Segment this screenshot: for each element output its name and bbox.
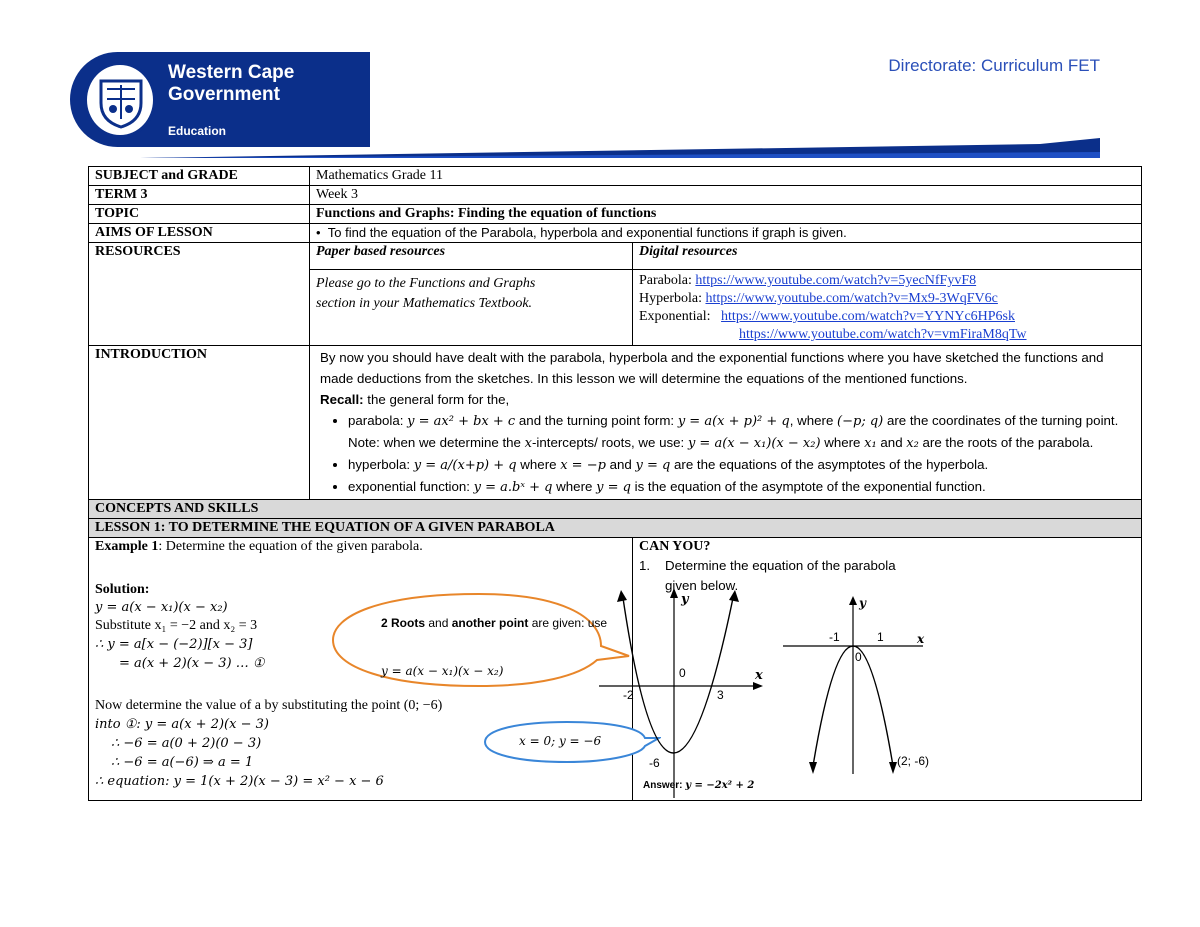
subject-value: Mathematics Grade 11 xyxy=(310,167,1142,186)
recall-bold: Recall: xyxy=(320,392,364,407)
link-exponential2-row xyxy=(639,326,1135,344)
solution-label: Solution: xyxy=(95,582,150,597)
digital-links xyxy=(633,270,1142,346)
can-you-cell xyxy=(633,538,1142,801)
bubble-orange-eq: y = a(x − x₁)(x − x₂) xyxy=(381,664,504,678)
sol-line-8: ∴ −6 = a(−6) ⇒ a = 1 xyxy=(111,755,254,770)
sol-line-7: ∴ −6 = a(0 + 2)(0 − 3) xyxy=(111,736,262,751)
concepts-heading: CONCEPTS AND SKILLS xyxy=(89,500,1142,519)
logo-line2: Government xyxy=(168,84,280,105)
graph1-origin: 0 xyxy=(679,666,686,680)
wcg-logo xyxy=(70,52,370,147)
graph1-x-label: x xyxy=(755,668,763,683)
bubble-blue-text: x = 0; y = −6 xyxy=(519,734,602,748)
row-topic xyxy=(89,205,1142,224)
row-term xyxy=(89,186,1142,205)
link-hyperbola-label: Hyperbola: xyxy=(639,291,706,306)
row-example xyxy=(89,538,1142,801)
answer-equation: y = −2x² + 2 xyxy=(685,780,755,791)
row-lesson1 xyxy=(89,519,1142,538)
lesson1-heading: LESSON 1: TO DETERMINE THE EQUATION OF A GIVEN PARABOLA xyxy=(89,519,1142,538)
graph2-root-left: -1 xyxy=(829,630,840,644)
digital-heading: Digital resources xyxy=(633,243,1142,270)
sol-line-9: ∴ equation: y = 1(x + 2)(x − 3) = x² − x − 6 xyxy=(95,774,384,789)
speech-bubble-orange xyxy=(329,586,639,696)
row-aims xyxy=(89,224,1142,243)
link-exponential-2[interactable]: https://www.youtube.com/watch?v=vmFiraM8qTw xyxy=(739,327,1027,342)
aims-cell xyxy=(310,224,1142,243)
term-label: TERM 3 xyxy=(89,186,310,205)
row-concepts xyxy=(89,500,1142,519)
topic-label: TOPIC xyxy=(89,205,310,224)
answer-label: Answer: xyxy=(643,780,686,791)
subject-label: SUBJECT and GRADE xyxy=(89,167,310,186)
aims-value: To find the equation of the Parabola, hyperbola and exponential functions if graph is given. xyxy=(327,225,847,240)
graph1-root-right: 3 xyxy=(717,688,724,702)
lesson-table xyxy=(88,166,1142,801)
link-hyperbola[interactable]: https://www.youtube.com/watch?v=Mx9-3WqFV6c xyxy=(705,291,998,306)
recall-rest: the general form for the, xyxy=(363,392,510,407)
graph1-root-left: -2 xyxy=(623,688,634,702)
graph2-origin: 0 xyxy=(855,650,862,664)
bullet-parabola: • parabola: y = ax² + bx + c and the turning point form: y = a(x + p)² + q, where (−p; q) are the coordinates of the turning point. Note: when we determine the x-intercepts/ roots, we use: y = a(x − x₁)(x − x₂) where x₁ and x₂ are the roots of the parabola. xyxy=(348,410,1135,454)
link-hyperbola-row xyxy=(639,290,1135,308)
link-exponential-label: Exponential: xyxy=(639,309,715,324)
resources-label: RESOURCES xyxy=(89,243,310,346)
parabola-graph-question xyxy=(783,596,933,776)
link-exponential-row xyxy=(639,308,1135,326)
link-parabola-row xyxy=(639,272,1135,290)
link-exponential[interactable]: https://www.youtube.com/watch?v=YYNYc6HP6sk xyxy=(721,309,1015,324)
paper-text xyxy=(310,270,633,346)
graph2-point: (2; -6) xyxy=(897,754,930,768)
intro-paragraph: By now you should have dealt with the parabola, hyperbola and the exponential functions where you have sketched the functions and made deductions from the sketches. In this lesson we will determine the equations of the mentioned functions. xyxy=(320,350,1104,386)
topic-value: Functions and Graphs: Finding the equation of functions xyxy=(310,205,1142,224)
page-header xyxy=(60,40,1100,165)
bubble-orange-text: 2 Roots and another point are given: use xyxy=(381,616,608,630)
logo-line1: Western Cape xyxy=(168,62,295,83)
paper-heading: Paper based resources xyxy=(310,243,633,270)
intro-content xyxy=(310,346,1142,500)
paper-text-1: Please go to the Functions and Graphs xyxy=(316,276,536,291)
coat-of-arms-icon xyxy=(84,62,156,138)
link-parabola[interactable]: https://www.youtube.com/watch?v=5yecNfFyvF8 xyxy=(695,273,977,288)
header-stripe xyxy=(140,138,1100,158)
example-title: Example 1: Determine the equation of the given parabola. xyxy=(95,539,423,554)
link-parabola-label: Parabola: xyxy=(639,273,696,288)
bullet-exponential: • exponential function: y = a.bˣ + q where y = q is the equation of the asymptote of the exponential function. xyxy=(348,476,1135,498)
question-number: 1. xyxy=(639,558,651,573)
recall-line xyxy=(320,389,1135,410)
term-value: Week 3 xyxy=(310,186,1142,205)
logo-education: Education xyxy=(168,124,227,138)
graph2-x-label: x xyxy=(917,632,925,646)
graph2-root-right: 1 xyxy=(877,630,884,644)
graph1-y-intercept: -6 xyxy=(649,756,660,770)
paper-text-2: section in your Mathematics Textbook. xyxy=(316,296,533,311)
sol-line-3: ∴ y = a[x − (−2)][x − 3] xyxy=(95,637,253,652)
can-you-title: CAN YOU? xyxy=(639,539,711,554)
intro-bullets xyxy=(320,410,1135,498)
question-line-2: given below. xyxy=(665,578,739,593)
sol-line-5: Now determine the value of a by substituting the point (0; −6) xyxy=(95,698,443,713)
sol-line-1: y = a(x − x₁)(x − x₂) xyxy=(95,600,228,615)
directorate-title: Directorate: Curriculum FET xyxy=(888,56,1100,75)
intro-label: INTRODUCTION xyxy=(89,346,310,500)
row-introduction xyxy=(89,346,1142,500)
row-subject xyxy=(89,167,1142,186)
sol-line-2: Substitute x₁ = −2 and x₂ = 3 xyxy=(95,618,258,633)
question-line-1: Determine the equation of the parabola xyxy=(665,558,896,573)
graph2-y-label: y xyxy=(859,596,866,610)
bullet-hyperbola: • hyperbola: y = a/(x+p) + q where x = −p and y = q are the equations of the asymptotes of the hyperbola. xyxy=(348,454,1135,476)
bullet-icon: • xyxy=(316,225,328,240)
graph1-y-label: y xyxy=(681,592,689,607)
answer-line xyxy=(643,780,754,791)
row-resources xyxy=(89,243,1142,270)
sol-line-6: into ①: y = a(x + 2)(x − 3) xyxy=(95,717,269,732)
sol-line-4: = a(x + 2)(x − 3) … ① xyxy=(119,656,265,671)
aims-label: AIMS OF LESSON xyxy=(89,224,310,243)
